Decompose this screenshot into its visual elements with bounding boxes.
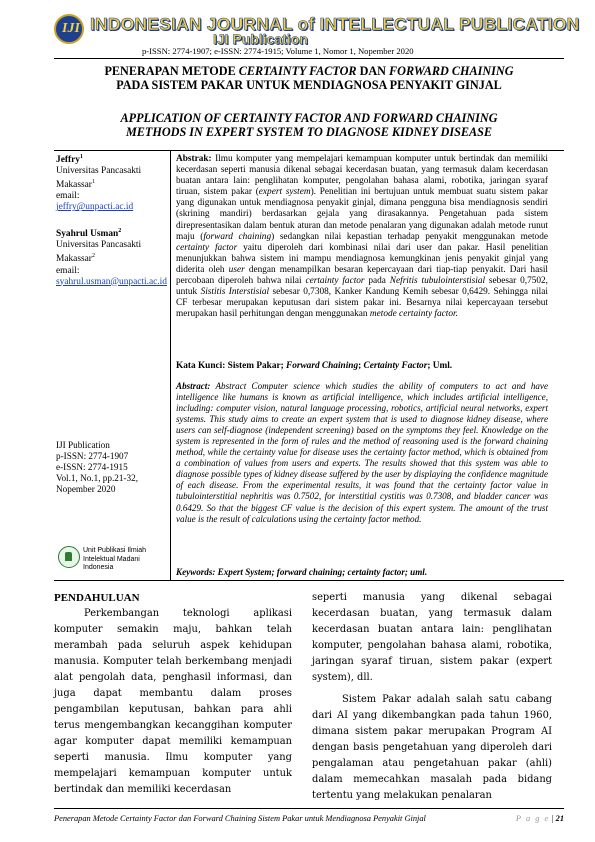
- keywords-label: Kata Kunci:: [176, 361, 228, 371]
- author-affiliation: Universitas Pancasakti Makassar: [56, 240, 142, 265]
- journal-title: INDONESIAN JOURNAL of INTELLECTUAL PUBLICATION: [90, 14, 580, 34]
- pub-volume: Vol.1, No.1, pp.21-32,: [56, 473, 139, 483]
- abstract-english: [176, 381, 548, 525]
- title-id-part2: DAN: [356, 64, 390, 78]
- title-en-line1: APPLICATION OF CERTAINTY FACTOR AND FORWARD CHAINING: [120, 111, 498, 125]
- title-id-line2: PADA SISTEM PAKAR UNTUK MENDIAGNOSA PENYAKIT GINJAL: [116, 78, 502, 92]
- author-affiliation: Universitas Pancasakti Makassar: [56, 166, 142, 191]
- title-id-italic2: FORWARD CHAINING: [389, 64, 514, 78]
- body-column-right: [312, 590, 552, 804]
- publication-info: [56, 440, 168, 495]
- keyword: Expert System; forward chaining; certainty factor; uml.: [215, 567, 428, 577]
- abstract-bottom-rule: [54, 580, 564, 581]
- affiliation-sup: 2: [91, 253, 95, 260]
- author-name: Syahrul Usman: [56, 229, 119, 240]
- paper-title-english: [54, 111, 564, 139]
- abstract-text: ) sedangkan nilai kepastian terhadap penyakit menggunakan metode: [271, 231, 548, 242]
- pub-pissn: p-ISSN: 2774-1907: [56, 451, 129, 461]
- title-id-italic1: CERTAINTY FACTOR: [238, 64, 357, 78]
- header-divider: [54, 58, 564, 59]
- author-block: [56, 226, 168, 287]
- abstract-label: Abstrak:: [176, 154, 212, 164]
- affiliation-sup: 1: [91, 179, 95, 186]
- publisher-logo-icon: [58, 546, 80, 568]
- abstract-italic: expert system: [258, 187, 311, 198]
- pub-name: IJI Publication: [56, 440, 110, 450]
- abstract-label: Abstract:: [176, 381, 211, 391]
- abstract-italic: certainty factor: [176, 242, 238, 253]
- abstract-italic: Sistitis Interstisial: [200, 287, 270, 298]
- keywords-label: Keywords:: [176, 567, 216, 577]
- abstract-text: pada: [364, 276, 390, 287]
- author-email-link[interactable]: jeffry@unpacti.ac.id: [56, 202, 134, 213]
- body-paragraph: Perkembangan teknologi aplikasi komputer semakin maju, bahkan telah merambah pada seluruh aspek kehidupan manusia. Komputer telah berkembang menjadi alat pengolah data, penghasil informasi, dan juga dapat membantu dalam proses pengambilan keputusan, bahkan para ahli terus mengembangkan kecanggihan komputer agar komputer dapat memiliki kemampuan seperti manusia. Ilmu komputer yang mempelajari kemampuan komputer untuk bertindak dan memiliki kecerdasan: [54, 608, 292, 795]
- pub-date: Nopember 2020: [56, 484, 116, 494]
- journal-logo: [54, 14, 84, 44]
- abstract-text: Abstract Computer science which studies the ability of computers to act and have intelligence like humans is known as artificial intelligence, which includes artificial intelligence, including: computer vision, natural language processing, robotics, artificial neural networks, expert systems. This study aims to create an expert system that is used to diagnose kidney disease, where users can self-diagnose (independent screening) based on the symptoms they feel. Knowledge on the system is represented in the form of rules and the method of reasoning used is the forward chaining method, while the certainty value for disease uses the certainty factor method, which is obtained from a combination of values from users and experts. The results showed that this system was able to diagnose possible types of kidney disease suffered by the user by displaying the confidence magnitude of each disease. From the experimental results, it was found that the certainty factor value in tubulointerstitial nephritis was 0.7502, for interstitial cystitis was 0.7308, and bladder cancer was 0.6429. So that the biggest CF value is the decision of this expert system. The amount of the trust value is the result of calculations using the certainty factor method.: [176, 381, 548, 524]
- abstract-text: yaitu diperoleh dari kombinasi nilai dari user dan pakar. Hasil penelitian menunjukkan bahwa sistem ini mampu mendiagnosa kemungkinan jenis penyakit ginjal yang diderita oleh: [176, 242, 548, 275]
- journal-abbrev: IJI Publication: [213, 31, 308, 47]
- author-email-link[interactable]: syahrul.usman@unpacti.ac.id: [56, 276, 167, 287]
- keyword: Forward Chaining: [286, 361, 359, 371]
- issn-line: p-ISSN: 2774-1907; e-ISSN: 2774-1915; Volume 1, Nomor 1, Nopember 2020: [142, 46, 414, 56]
- keyword-separator: ;: [358, 361, 364, 371]
- body-paragraph: Sistem Pakar adalah salah satu cabang dari AI yang dikembangkan pada tahun 1960, dimana sistem pakar merupakan Program AI dengan basis pengetahuan yang diperoleh dari pengalaman atau pengetahuan pakar (ahli) dalam memecahkan masalah pada bidang tertentu yang melakukan penalaran: [312, 694, 552, 801]
- abstract-top-rule: [54, 150, 564, 151]
- abstract-text: sebesar 0,7502, untuk: [176, 276, 548, 298]
- abstract-italic: metode certainty factor.: [369, 309, 458, 320]
- page-separator: |: [549, 814, 556, 823]
- abstract-text: dengan menampilkan besaran kepercayaan dari tiap-tiap penyakit. Dari hasil percobaan diperoleh bahwa nilai: [176, 264, 548, 287]
- page-label: P a g e: [515, 814, 550, 823]
- abstract-italic: Nefritis tubulointerstisial: [389, 276, 486, 287]
- keyword: ; Uml.: [427, 361, 453, 371]
- keyword: Certainty Factor: [363, 361, 428, 371]
- keyword: Sistem Pakar;: [227, 361, 287, 371]
- abstract-text: sebesar 0,7308, Kanker Kandung Kemih sebesar 0,6429. Sehingga nilai CF terbesar merupakan keputusan dari sistem pakar ini. Besarnya nilai kepercayaan tersebut merupakan hasil perhitungan dengan menggunakan: [176, 287, 548, 320]
- title-id-part1: PENERAPAN METODE: [104, 64, 239, 78]
- abstract-italic: certainty factor: [305, 276, 365, 287]
- author-column: [56, 152, 168, 288]
- email-label: email:: [56, 265, 80, 276]
- title-en-line2: METHODS IN EXPERT SYSTEM TO DIAGNOSE KIDNEY DISEASE: [125, 125, 493, 139]
- author-sup: 1: [79, 154, 83, 160]
- author-block: [56, 152, 168, 213]
- footer-divider: [54, 808, 564, 809]
- page-footer: [54, 814, 564, 823]
- page-number-block: [516, 814, 564, 823]
- abstract-text: ). Penelitian ini bertujuan untuk membuat suatu sistem pakar yang digunakan untuk mendiagnosa penyakit ginjal, dimana pengguna bisa mendiagnosis sendiri (skrining mandiri) berdasarkan gejala yang dirasakannya. Pengetahuan pada sistem direpresentasikan dalam bentuk aturan dan metode penalaran yang digunakan adalah metode runut maju (: [176, 187, 548, 242]
- paper-title-indonesian: [54, 64, 564, 92]
- publisher-name: Unit Publikasi Ilmiah Intelektual Madani Indonesia: [83, 547, 147, 571]
- abstract-text: Ilmu komputer yang mempelajari kemampuan komputer untuk bertindak dan memiliki kecerdasan seperti manusia dikenal sebagai kecerdasan buatan, yang termasuk dalam kecerdasan buatan antara lain: penglihatan komputer, pengolahan bahasa alami, robotika, jaringan syaraf tiruan, sistem pakar (: [176, 154, 548, 198]
- pub-eissn: e-ISSN: 2774-1915: [56, 462, 128, 472]
- section-title: PENDAHULUAN: [54, 592, 140, 604]
- keywords-english: [176, 567, 548, 578]
- abstract-italic: forward chaining: [203, 231, 272, 242]
- abstract-italic: user: [228, 264, 245, 275]
- email-label: email:: [56, 191, 80, 202]
- logo-text: IJI: [62, 21, 80, 36]
- keywords-indonesian: [176, 361, 548, 372]
- footer-running-title: Penerapan Metode Certainty Factor dan Forward Chaining Sistem Pakar untuk Mendiagnosa Penyakit Ginjal: [54, 814, 426, 823]
- page-number: 21: [555, 814, 564, 823]
- author-sup: 2: [118, 228, 122, 235]
- body-paragraph: seperti manusia yang dikenal sebagai kecerdasan buatan, yang termasuk dalam kecerdasan buatan antara lain: penglihatan komputer, pengolahan bahasa alami, robotika, jaringan syaraf tiruan, sistem pakar (expert system), dll.: [312, 592, 552, 683]
- author-name: Jeffry: [56, 155, 80, 166]
- abstract-indonesian: [176, 154, 548, 320]
- body-column-left: [54, 590, 292, 798]
- column-divider: [170, 150, 171, 580]
